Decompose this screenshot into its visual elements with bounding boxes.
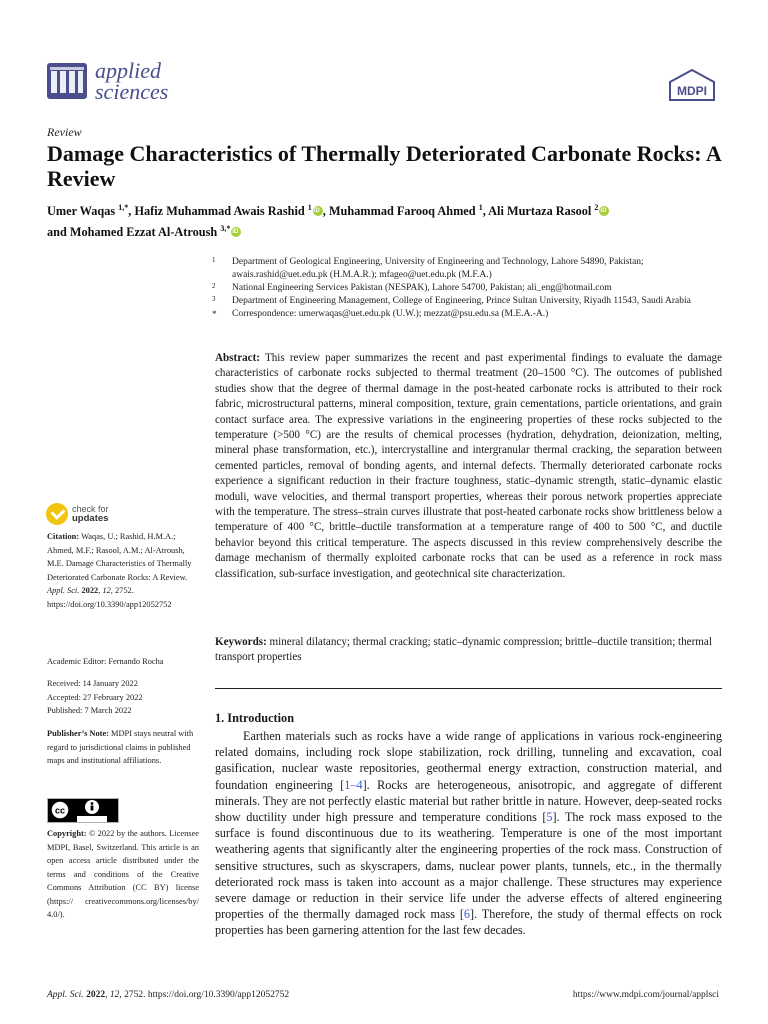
copyright-text: © 2022 by the authors. Licensee MDPI, Basel, Switzerland. This article is an open access article distributed under the terms and conditions of the Creative Commons Attribution (CC BY) license (https:// creativecommons.org/licenses/by/ 4.0/). xyxy=(47,829,199,919)
copyright-label: Copyright: xyxy=(47,829,87,838)
author-affiliation-marker: 1,* xyxy=(118,203,129,212)
citation-link[interactable]: 1–4 xyxy=(344,777,363,792)
affiliation-item xyxy=(212,308,722,321)
affiliation-item xyxy=(212,256,722,282)
author-name[interactable]: Muhammad Farooq Ahmed xyxy=(328,204,476,219)
author-affiliation-marker: 3,* xyxy=(220,224,231,234)
keywords xyxy=(215,635,722,666)
affiliation-marker: 2 xyxy=(212,282,216,290)
mdpi-logo-text: MDPI xyxy=(677,84,707,98)
orcid-icon[interactable] xyxy=(313,206,323,216)
publication-dates xyxy=(47,677,199,718)
check-updates-label xyxy=(72,504,109,524)
journal-name-line2: sciences xyxy=(95,79,169,104)
affiliation-marker: 3 xyxy=(212,295,216,303)
footer-volume: 12 xyxy=(109,990,120,1000)
citation-block: Citation: Waqas, U.; Rashid, H.M.A.; Ahmed, M.F.; Rasool, A.M.; Al-Atroush, M.E. Damage Characteristics of Thermally Deteriorated Carbonate Rocks: A Review. Appl. Sci. 2022, 12, 2752. https://doi.org/10.3390/app12052752 xyxy=(47,532,192,609)
keywords-text: mineral dilatancy; thermal cracking; static–dynamic compression; brittle–ductile transition; thermal transport properties xyxy=(215,636,712,664)
check-updates-icon xyxy=(46,503,68,525)
author-affiliation-marker: 1 xyxy=(307,203,312,212)
abstract-text: This review paper summarizes the recent and past experimental findings to evaluate the damage characteristics of carbonate rocks subjected to thermal treatment (20–1500 °C). The outcomes of published studies show that the degree of thermal damage in the post-heated carbonate rocks is attributed to their rock fabric, microstructural patterns, mineral composition, texture, grain cementations, particle orientations, and grain contact surface area. The expressive variations in the engineering properties of these rocks subjected to the temperature (>500 °C) are the results of chemical processes (hydration, dehydration, deionization, melting, mineral phase transformation, etc.), intercrystalline and intergranular thermal cracking, the separation between cemented particles, removal of bonding agents, and internal defects. Thermally deteriorated carbonate rocks experience a significant reduction in their fracture toughness, static–dynamic strength, static–dynamic elastic moduli, wave velocities, and thermal transport properties, whereas their porous network properties appreciate with the temperature. The stress–strain curves illustrate that post-heated carbonate rocks show brittleness below a temperature of 400 °C, brittle–ductile transformation at a temperature range of 400 to 500 °C, and ductile behavior beyond this critical temperature. The aspects discussed in this review comprehensively describe the damage mechanism of thermally exploited carbonate rocks that can be used as a reference in rock mass classification, sub-surface investigation, and geotechnical site characterization. xyxy=(215,352,722,580)
journal-logo-icon xyxy=(47,63,87,99)
article-title: Damage Characteristics of Thermally Deteriorated Carbonate Rocks: A Review xyxy=(47,141,721,191)
affiliations xyxy=(212,256,722,321)
academic-editor: Academic Editor: Fernando Rocha xyxy=(47,657,164,666)
abstract xyxy=(215,351,722,582)
svg-text:cc: cc xyxy=(54,805,66,816)
citation-doi[interactable]: , 2752. https://doi.org/10.3390/app12052752 xyxy=(47,586,172,609)
affiliation-marker: 1 xyxy=(212,256,216,264)
copyright-notice xyxy=(47,827,199,922)
body-text: ]. Therefore, the study of thermal effects on rock properties has been garnering attention for the last few decades. xyxy=(215,907,722,938)
author-name[interactable]: Umer Waqas xyxy=(47,204,116,219)
section-heading: 1. Introduction xyxy=(215,711,295,725)
affiliation-item xyxy=(212,295,722,308)
author-name[interactable]: Hafiz Muhammad Awais Rashid xyxy=(134,204,305,219)
affiliation-marker: * xyxy=(212,309,217,319)
affiliation-text: National Engineering Services Pakistan (NESPAK), Lahore 54700, Pakistan; ali_eng@hotmail.com xyxy=(232,283,612,293)
footer-citation: Appl. Sci. 2022, 12, 2752. https://doi.org/10.3390/app12052752 xyxy=(47,990,290,1000)
citation-year: 2022 xyxy=(81,586,99,595)
footer-year: 2022 xyxy=(86,990,106,1000)
footer-journal: Appl. Sci. xyxy=(47,990,84,1000)
divider xyxy=(215,688,722,689)
author-affiliation-marker: 1 xyxy=(478,203,483,212)
abstract-label: Abstract: xyxy=(215,352,260,364)
check-updates-line1: check for xyxy=(72,504,109,514)
citation-link[interactable]: 5 xyxy=(546,810,553,825)
journal-name-line1: applied xyxy=(95,58,161,83)
footer-journal-url[interactable]: https://www.mdpi.com/journal/applsci xyxy=(572,990,719,1000)
footer-doi[interactable]: , 2752. https://doi.org/10.3390/app12052752 xyxy=(119,990,290,1000)
affiliation-text: Department of Engineering Management, College of Engineering, Prince Sultan University, Riyadh 11543, Saudi Arabia xyxy=(232,296,691,306)
orcid-icon[interactable] xyxy=(231,227,241,237)
accepted-date: Accepted: 27 February 2022 xyxy=(47,692,143,702)
body-text: ]. The rock mass exposed to the surface is found discontinuous due to its weathering. Temperature is one of the most important weathering agents that significantly alter the engineering properties of the rock mass. Construction of sensitive structures, such as skyscrapers, dams, nuclear power plants, tunnels, etc., in the thermally deteriorated rock mass is taken into account as a major challenge. These structures may experience severe damage or reduction in their service life under the adverse effects of altered engineering properties of the thermally damaged rock mass [ xyxy=(215,810,722,922)
cc-by-license-icon[interactable] xyxy=(47,798,119,823)
publisher-note-label: Publisher’s Note: xyxy=(47,729,109,738)
correspondence-text: Correspondence: umerwaqas@uet.edu.pk (U.W.); mezzat@psu.edu.sa (M.E.A.-A.) xyxy=(232,309,549,319)
intro-paragraph xyxy=(215,728,722,939)
citation-journal: Appl. Sci. xyxy=(47,586,80,595)
author-name[interactable]: Mohamed Ezzat Al-Atroush xyxy=(69,225,218,240)
article-type: Review xyxy=(47,125,82,139)
citation-text: Waqas, U.; Rashid, H.M.A.; Ahmed, M.F.; Rasool, A.M.; Al-Atroush, M.E. Damage Characteristics of Thermally Deteriorated Carbonate Rocks: A Review. xyxy=(47,532,192,582)
published-date: Published: 7 March 2022 xyxy=(47,706,132,715)
check-updates-line2: updates xyxy=(72,513,109,524)
publisher-note xyxy=(47,727,199,768)
author-list: Umer Waqas $^{1,*}$, Hafiz Muhammad Awais Rashid $^1$iD , Muhammad Farooq Ahmed $^1$, Ali Murtaza Rasool $^2$iD and Mohamed Ezzat Al-Atroush $^{3,*}$iD xyxy=(47,199,727,241)
citation-link[interactable]: 6 xyxy=(463,907,470,922)
affiliation-item xyxy=(212,282,722,295)
received-date: Received: 14 January 2022 xyxy=(47,679,138,688)
journal-name xyxy=(95,60,168,102)
author-affiliation-marker: 2 xyxy=(594,203,599,212)
orcid-icon[interactable] xyxy=(599,206,609,216)
citation-volume: 12 xyxy=(102,586,111,595)
body-text: ]. Rocks are heterogeneous, anisotropic, and aggregate of different minerals. They are not perfectly elastic material but rather brittle in nature. However, deep-seated rocks show ductility under high pressure and temperature conditions [ xyxy=(215,777,723,825)
mdpi-logo[interactable] xyxy=(666,68,718,102)
author-name[interactable]: Ali Murtaza Rasool xyxy=(488,204,592,219)
keywords-label: Keywords: xyxy=(215,636,267,648)
check-for-updates-button[interactable] xyxy=(46,503,109,525)
publisher-note-text: MDPI stays neutral with regard to jurisdictional claims in published maps and institutional affiliations. xyxy=(47,729,194,765)
journal-logo[interactable] xyxy=(47,60,168,102)
body-text: Earthen materials such as rocks have a wide range of applications in various rock-engineering related domains, including rock slope stabilization, rock drilling, tunneling and excavation, coal gasification, nuclear waste repositories, geothermal energy extraction, construction material, and foundation engineering [ xyxy=(215,729,722,792)
affiliation-text: Department of Geological Engineering, University of Engineering and Technology, Lahore 54890, Pakistan; awais.rashid@uet.edu.pk (H.M.A.R.); mfageo@uet.edu.pk (M.F.A.) xyxy=(232,257,644,280)
citation-label: Citation: xyxy=(47,532,80,541)
